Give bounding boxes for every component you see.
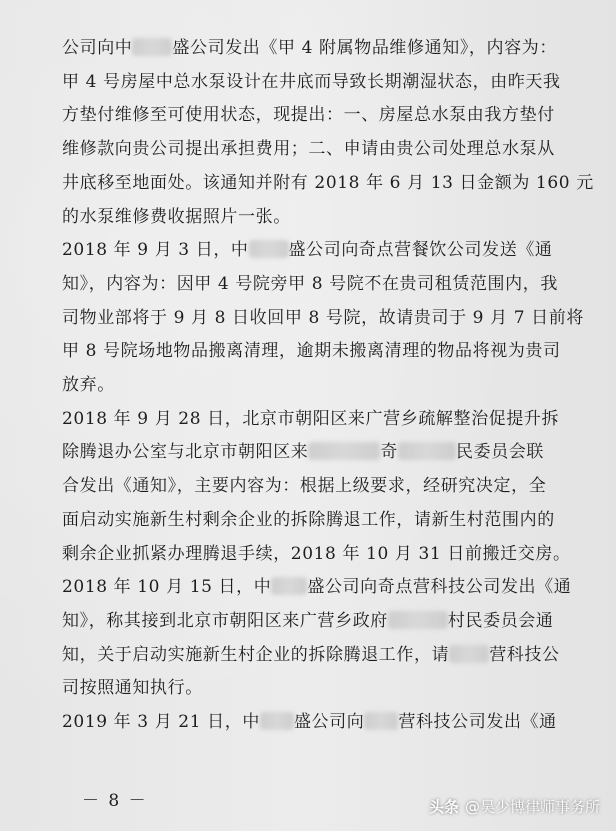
text-line: 公司向中 盛公司发出《甲 4 附属物品维修通知》，内容为： [62, 38, 557, 58]
redaction-blur [132, 38, 172, 56]
text-line: 面启动实施新生村剩余企业的拆除腾退工作，请新生村范围内的 [62, 509, 555, 530]
redaction-blur [260, 712, 294, 730]
text-line: 剩余企业抓紧办理腾退手续，2018 年 10 月 31 日前搬迁交房。 [62, 543, 571, 564]
text-line: 知，关于启动实施新生村企业的拆除腾退工作，请 营科技公 [62, 644, 560, 665]
text-line: 井底移至地面处。该通知并附有 2018 年 6 月 13 日金额为 160 元 [62, 172, 594, 193]
page-number: － 8 － [82, 791, 148, 811]
toutiao-logo: 头条 [428, 798, 459, 816]
text-line: 维修款向贵公司提出承担费用；二、申请由贵公司处理总水泵从 [62, 139, 555, 160]
text-line: 司物业部将于 9 月 8 日收回甲 8 号院，故请贵司于 9 月 7 日前将 [62, 307, 584, 328]
text-line [62, 711, 557, 733]
text-line: 合发出《通知》，主要内容为：根据上级要求，经研究决定，全 [62, 476, 547, 497]
text-line: 2018 年 9 月 3 日，中 盛公司向奇点营餐饮公司发送《通 [62, 240, 553, 261]
redaction-blur [249, 240, 289, 258]
text-line: 2018 年 10 月 15 日，中 盛公司向奇点营科技公司发出《通 [62, 577, 572, 598]
text-line: 方垫付维修至可使用状态，现提出：一、房屋总水泵由我方垫付 [62, 105, 555, 126]
text-line: 司按照通知执行。 [62, 678, 203, 699]
text-line: 除腾退办公室与北京市朝阳区来 奇 民委员会联 [62, 442, 545, 463]
text-segment: 盛公司向 [293, 712, 365, 732]
redaction-blur [271, 577, 307, 595]
redaction-blur [364, 712, 398, 730]
text-line: 甲 4 号房屋中总水泵设计在井底而导致长期潮湿状态，由昨天我 [62, 71, 561, 92]
text-line: 放弃。 [62, 375, 115, 395]
text-line: 甲 8 号院场地物品搬离清理，逾期未搬离清理的物品将视为贵司 [62, 341, 561, 362]
watermark [429, 796, 600, 817]
text-line: 的水泵维修费收据照片一张。 [62, 206, 291, 227]
text-line: 知》，称其接到北京市朝阳区来广营乡政府 村民委员会通 [62, 610, 554, 631]
text-segment: 营科技公司发出《通 [398, 712, 557, 732]
redaction-blur [398, 442, 456, 460]
redaction-blur [308, 442, 380, 460]
redaction-blur [449, 645, 489, 663]
text-segment: 2019 年 3 月 21 日，中 [62, 712, 260, 732]
text-line: 2018 年 9 月 28 日，北京市朝阳区来广营乡疏解整治促提升拆 [62, 408, 560, 429]
redaction-blur [388, 611, 448, 629]
text-line: 知》，内容为：因甲 4 号院旁甲 8 号院不在贵司租赁范围内，我 [62, 273, 558, 294]
watermark-account: @吴少博律师事务所 [464, 798, 600, 816]
